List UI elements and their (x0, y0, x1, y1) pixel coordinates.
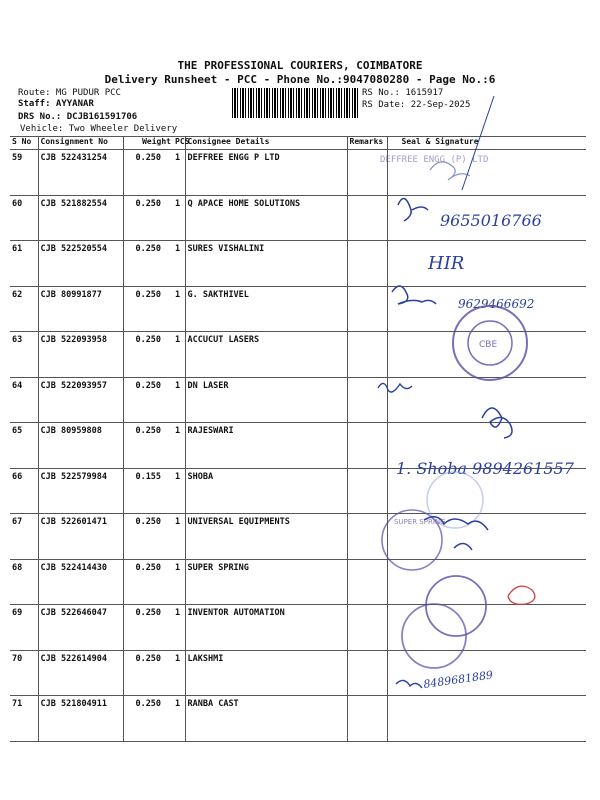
table-row (10, 605, 586, 651)
cell-consignment: CJB 522614904 (38, 650, 123, 696)
cell-pcs: 1 (173, 559, 185, 605)
cell-seal (387, 605, 586, 651)
cell-seal (387, 377, 586, 423)
cell-pcs: 1 (173, 696, 185, 742)
col-seal: Seal & Signature (387, 137, 586, 150)
staff-label: Staff: AYYANAR (18, 99, 94, 109)
cell-sno: 71 (10, 696, 38, 742)
cell-remarks (347, 286, 387, 332)
table-row (10, 423, 586, 469)
cell-consignee: LAKSHMI (185, 650, 347, 696)
table-row (10, 150, 586, 196)
cell-consignee: UNIVERSAL EQUIPMENTS (185, 514, 347, 560)
table-row (10, 696, 586, 742)
col-remarks: Remarks (347, 137, 387, 150)
cell-sno: 62 (10, 286, 38, 332)
col-pcs: PCS (173, 137, 185, 150)
cell-consignment: CJB 80959808 (38, 423, 123, 469)
cell-consignee: INVENTOR AUTOMATION (185, 605, 347, 651)
cell-weight: 0.250 (123, 559, 173, 605)
sign-row61: HIR (428, 253, 465, 274)
cell-consignee: Q APACE HOME SOLUTIONS (185, 195, 347, 241)
stamp-deffree-text: DEFFREE ENGG (P) LTD (380, 155, 489, 165)
cell-pcs: 1 (173, 650, 185, 696)
table-row (10, 241, 586, 287)
route-label: Route: MG PUDUR PCC (18, 88, 121, 98)
cell-sno: 64 (10, 377, 38, 423)
cell-consignee: RANBA CAST (185, 696, 347, 742)
cell-remarks (347, 377, 387, 423)
cell-weight: 0.250 (123, 423, 173, 469)
col-sno: S No (10, 137, 38, 150)
col-weight: Weight (123, 137, 173, 150)
cell-pcs: 1 (173, 286, 185, 332)
cell-remarks (347, 514, 387, 560)
cell-remarks (347, 605, 387, 651)
cell-consignment: CJB 522093958 (38, 332, 123, 378)
barcode (232, 88, 358, 118)
cell-seal (387, 286, 586, 332)
cell-seal (387, 332, 586, 378)
cell-sno: 60 (10, 195, 38, 241)
cell-seal (387, 468, 586, 514)
cell-consignment: CJB 522093957 (38, 377, 123, 423)
runsheet-table (10, 136, 586, 742)
phone-row62: 9629466692 (458, 297, 535, 311)
cell-seal (387, 241, 586, 287)
cell-sno: 59 (10, 150, 38, 196)
cell-sno: 67 (10, 514, 38, 560)
table-row (10, 514, 586, 560)
stamp-super-spring-text: SUPER SPRING (394, 518, 446, 526)
cell-remarks (347, 241, 387, 287)
cell-consignment: CJB 521804911 (38, 696, 123, 742)
table-header (10, 137, 586, 150)
cell-consignment: CJB 522646047 (38, 605, 123, 651)
phone-row60: 9655016766 (440, 211, 542, 230)
cell-consignment: CJB 80991877 (38, 286, 123, 332)
cell-pcs: 1 (173, 377, 185, 423)
cell-consignment: CJB 522520554 (38, 241, 123, 287)
cell-consignment: CJB 521882554 (38, 195, 123, 241)
cell-seal (387, 696, 586, 742)
cell-consignee: SUPER SPRING (185, 559, 347, 605)
cell-weight: 0.250 (123, 696, 173, 742)
cell-pcs: 1 (173, 332, 185, 378)
cell-pcs: 1 (173, 150, 185, 196)
cell-pcs: 1 (173, 605, 185, 651)
cell-consignment: CJB 522579984 (38, 468, 123, 514)
cell-consignee: DEFFREE ENGG P LTD (185, 150, 347, 196)
phone-row71: 8489681889 (422, 668, 494, 691)
cell-consignee: G. SAKTHIVEL (185, 286, 347, 332)
cell-consignment: CJB 522414430 (38, 559, 123, 605)
drs-label: DRS No.: DCJB161591706 (18, 112, 138, 122)
cell-seal (387, 195, 586, 241)
cell-sno: 63 (10, 332, 38, 378)
table-row (10, 286, 586, 332)
cell-sno: 61 (10, 241, 38, 287)
cell-remarks (347, 150, 387, 196)
cell-sno: 70 (10, 650, 38, 696)
col-consignee: Consignee Details (185, 137, 347, 150)
cell-seal (387, 423, 586, 469)
table-row (10, 468, 586, 514)
cell-sno: 66 (10, 468, 38, 514)
table-row (10, 195, 586, 241)
cell-consignee: SURES VISHALINI (185, 241, 347, 287)
cell-seal (387, 514, 586, 560)
vehicle-label: Vehicle: Two Wheeler Delivery (20, 124, 178, 134)
cell-weight: 0.250 (123, 514, 173, 560)
cell-remarks (347, 696, 387, 742)
company-title: THE PROFESSIONAL COURIERS, COIMBATORE (177, 59, 423, 72)
cell-consignee: RAJESWARI (185, 423, 347, 469)
cell-consignee: SHOBA (185, 468, 347, 514)
cell-weight: 0.250 (123, 650, 173, 696)
cell-weight: 0.250 (123, 605, 173, 651)
runsheet-subtitle: Delivery Runsheet - PCC - Phone No.:9047080280 - Page No.:6 (104, 73, 496, 86)
cell-pcs: 1 (173, 468, 185, 514)
cell-consignment: CJB 522431254 (38, 150, 123, 196)
cell-weight: 0.250 (123, 377, 173, 423)
cell-weight: 0.250 (123, 332, 173, 378)
cell-pcs: 1 (173, 241, 185, 287)
cell-consignee: ACCUCUT LASERS (185, 332, 347, 378)
cell-remarks (347, 195, 387, 241)
cell-weight: 0.250 (123, 286, 173, 332)
cell-seal (387, 150, 586, 196)
cell-weight: 0.155 (123, 468, 173, 514)
cell-sno: 69 (10, 605, 38, 651)
cell-consignee: DN LASER (185, 377, 347, 423)
table-row (10, 332, 586, 378)
cell-remarks (347, 423, 387, 469)
table-row (10, 377, 586, 423)
cell-seal (387, 559, 586, 605)
cell-pcs: 1 (173, 195, 185, 241)
cell-sno: 68 (10, 559, 38, 605)
cell-remarks (347, 559, 387, 605)
cell-pcs: 1 (173, 514, 185, 560)
cell-weight: 0.250 (123, 195, 173, 241)
cell-remarks (347, 468, 387, 514)
cell-consignment: CJB 522601471 (38, 514, 123, 560)
cell-seal (387, 650, 586, 696)
table-row (10, 559, 586, 605)
cell-weight: 0.250 (123, 150, 173, 196)
cell-sno: 65 (10, 423, 38, 469)
sign-row66: 1. Shoba 9894261557 (396, 459, 574, 478)
cell-remarks (347, 650, 387, 696)
col-consignment: Consignment No (38, 137, 123, 150)
table-row (10, 650, 586, 696)
rs-number: RS No.: 1615917 (362, 88, 444, 98)
svg-text:CBE: CBE (479, 340, 498, 350)
cell-pcs: 1 (173, 423, 185, 469)
cell-remarks (347, 332, 387, 378)
cell-weight: 0.250 (123, 241, 173, 287)
rs-date: RS Date: 22-Sep-2025 (362, 100, 471, 110)
